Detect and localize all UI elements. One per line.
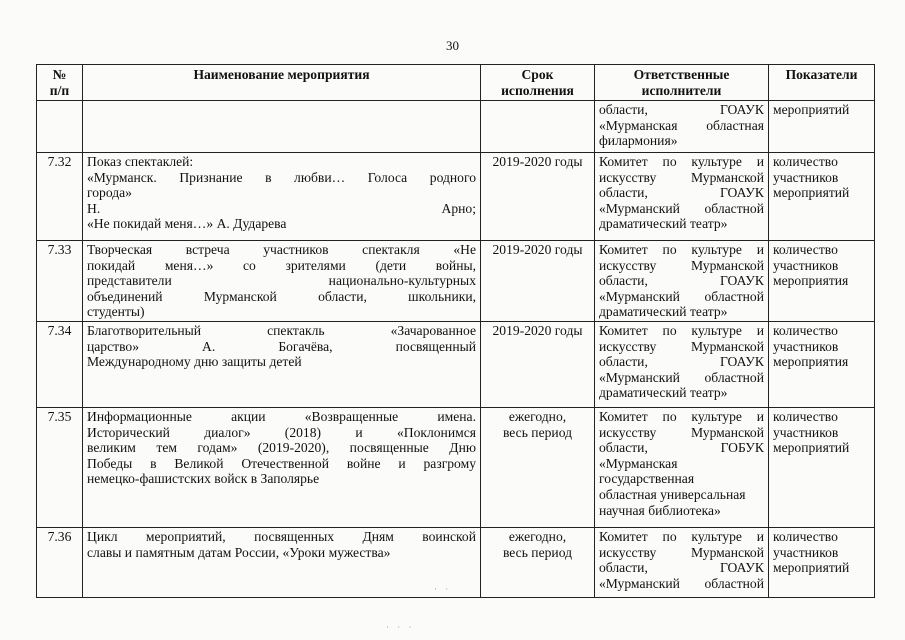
- cell-line: Творческая встреча участников спектакля «Не: [87, 242, 476, 257]
- responsible-cell: [595, 407, 769, 527]
- cell-line: участников: [773, 544, 839, 560]
- row-number: 7.35: [37, 407, 83, 527]
- cell-line: Комитет по культуре и: [599, 154, 764, 169]
- cell-line: Информационные акции «Возвращенные имена.: [87, 408, 476, 424]
- indicator-cell: [769, 321, 875, 407]
- cell-line: Победы в Великой Отечественной войне и разгрому: [87, 455, 476, 471]
- cell-line: Комитет по культуре и: [599, 528, 764, 544]
- table-row: [37, 527, 875, 597]
- cell-line: Комитет по культуре и: [599, 322, 764, 338]
- cell-line: области, ГОБУК: [599, 440, 764, 456]
- indicator-cell: [769, 101, 875, 153]
- responsible-cell: [595, 101, 769, 153]
- header-name: Наименование мероприятия: [83, 65, 481, 101]
- cell-line: мероприятий: [773, 185, 850, 201]
- cell-line: искусству Мурманской: [599, 424, 764, 440]
- cell-line: количество: [773, 322, 838, 338]
- cell-line: количество: [773, 154, 838, 169]
- header-responsible: Ответственные исполнители: [595, 65, 769, 101]
- indicator-cell: [769, 153, 875, 241]
- cell-line: Цикл мероприятий, посвященных Дням воинской: [87, 528, 476, 544]
- events-table: [36, 64, 875, 598]
- cell-line: 2019-2020 годы: [492, 154, 583, 169]
- cell-line: «Мурманская: [599, 455, 678, 471]
- cell-line: представители национально-культурных: [87, 273, 476, 289]
- cell-line: мероприятий: [773, 560, 850, 576]
- indicator-cell: [769, 407, 875, 527]
- cell-line: искусству Мурманской: [599, 257, 764, 273]
- indicator-cell: [769, 527, 875, 597]
- cell-line: научная библиотека»: [599, 502, 721, 518]
- row-number: 7.33: [37, 241, 83, 322]
- header-num: № п/п: [37, 65, 83, 101]
- table-header-row: [37, 65, 875, 101]
- responsible-cell: [595, 241, 769, 322]
- row-number: 7.36: [37, 527, 83, 597]
- cell-line: «Мурманский областной: [599, 200, 764, 216]
- cell-line: количество: [773, 528, 838, 544]
- term-cell: [481, 527, 595, 597]
- cell-line: Международному дню защиты детей: [87, 354, 302, 370]
- cell-line: количество: [773, 408, 838, 424]
- cell-line: областная универсальная: [599, 486, 746, 502]
- cell-line: покидай меня…» со зрителями (дети войны,: [87, 257, 476, 273]
- cell-line: области, ГОАУК: [599, 102, 764, 117]
- cell-line: царство» А. Богачёва, посвященный: [87, 338, 476, 354]
- cell-line: участников: [773, 257, 839, 273]
- term-cell: [481, 321, 595, 407]
- cell-line: области, ГОАУК: [599, 354, 764, 370]
- cell-line: «Не покидай меня…» А. Дударева: [87, 216, 287, 232]
- row-number: 7.34: [37, 321, 83, 407]
- cell-line: области, ГОАУК: [599, 273, 764, 289]
- cell-line: участников: [773, 424, 839, 440]
- cell-line: участников: [773, 338, 839, 354]
- cell-line: «Мурманский областной: [599, 575, 764, 591]
- cell-line: 2019-2020 годы: [492, 242, 583, 257]
- cell-line: весь период: [502, 544, 573, 560]
- cell-line: количество: [773, 242, 838, 257]
- cell-line: славы и памятным датам России, «Уроки мужества»: [87, 544, 391, 560]
- cell-line: искусству Мурманской: [599, 169, 764, 185]
- cell-line: филармония»: [599, 133, 678, 149]
- cell-line: города»: [87, 185, 132, 201]
- responsible-cell: [595, 527, 769, 597]
- event-name-cell: [83, 153, 481, 241]
- responsible-cell: [595, 153, 769, 241]
- cell-line: Исторический диалог» (2018) и «Поклонимся: [87, 424, 476, 440]
- cell-line: драматический театр»: [599, 216, 728, 232]
- event-name-cell: [83, 527, 481, 597]
- term-cell: [481, 153, 595, 241]
- cell-line: государственная: [599, 471, 695, 487]
- cell-line: участников: [773, 169, 839, 185]
- cell-line: Благотворительный спектакль «Зачарованное: [87, 322, 476, 338]
- scan-noise: · ·: [434, 584, 452, 594]
- cell-line: области, ГОАУК: [599, 185, 764, 201]
- table-body: [37, 101, 875, 598]
- table-row: [37, 321, 875, 407]
- cell-line: 2019-2020 годы: [492, 322, 583, 338]
- cell-line: ежегодно,: [508, 528, 567, 544]
- cell-line: студенты): [87, 304, 145, 320]
- cell-line: мероприятий: [773, 102, 850, 117]
- header-term: Срок исполнения: [481, 65, 595, 101]
- cell-line: «Мурманский областной: [599, 288, 764, 304]
- cell-line: объединений Мурманской области, школьники,: [87, 288, 476, 304]
- scan-noise: · · ·: [386, 622, 415, 632]
- term-cell: [481, 241, 595, 322]
- cell-line: весь период: [502, 424, 573, 440]
- cell-line: драматический театр»: [599, 304, 728, 320]
- cell-line: области, ГОАУК: [599, 560, 764, 576]
- row-number: [37, 101, 83, 153]
- cell-line: «Мурманский областной: [599, 369, 764, 385]
- cell-line: Н. Арно;: [87, 200, 476, 216]
- cell-line: ежегодно,: [508, 408, 567, 424]
- cell-line: немецко-фашистских войск в Заполярье: [87, 471, 320, 487]
- cell-line: мероприятия: [773, 354, 849, 370]
- event-name-cell: [83, 101, 481, 153]
- cell-line: драматический театр»: [599, 385, 728, 401]
- term-cell: [481, 407, 595, 527]
- cell-line: «Мурманск. Признание в любви… Голоса родного: [87, 169, 476, 185]
- cell-line: великим тем годам» (2019-2020), посвященные Дню: [87, 440, 476, 456]
- cell-line: искусству Мурманской: [599, 338, 764, 354]
- event-name-cell: [83, 407, 481, 527]
- event-name-cell: [83, 241, 481, 322]
- event-name-cell: [83, 321, 481, 407]
- indicator-cell: [769, 241, 875, 322]
- cell-line: искусству Мурманской: [599, 544, 764, 560]
- table-row: [37, 153, 875, 241]
- cell-line: мероприятия: [773, 273, 849, 289]
- cell-line: Комитет по культуре и: [599, 408, 764, 424]
- cell-line: Показ спектаклей:: [87, 154, 194, 169]
- cell-line: «Мурманская областная: [599, 117, 764, 133]
- responsible-cell: [595, 321, 769, 407]
- table-row: [37, 101, 875, 153]
- table-row: [37, 241, 875, 322]
- table-row: [37, 407, 875, 527]
- cell-line: Комитет по культуре и: [599, 242, 764, 257]
- term-cell: [481, 101, 595, 153]
- cell-line: мероприятий: [773, 440, 850, 456]
- page-number: 30: [446, 38, 459, 53]
- header-indicators: Показатели: [769, 65, 875, 101]
- row-number: 7.32: [37, 153, 83, 241]
